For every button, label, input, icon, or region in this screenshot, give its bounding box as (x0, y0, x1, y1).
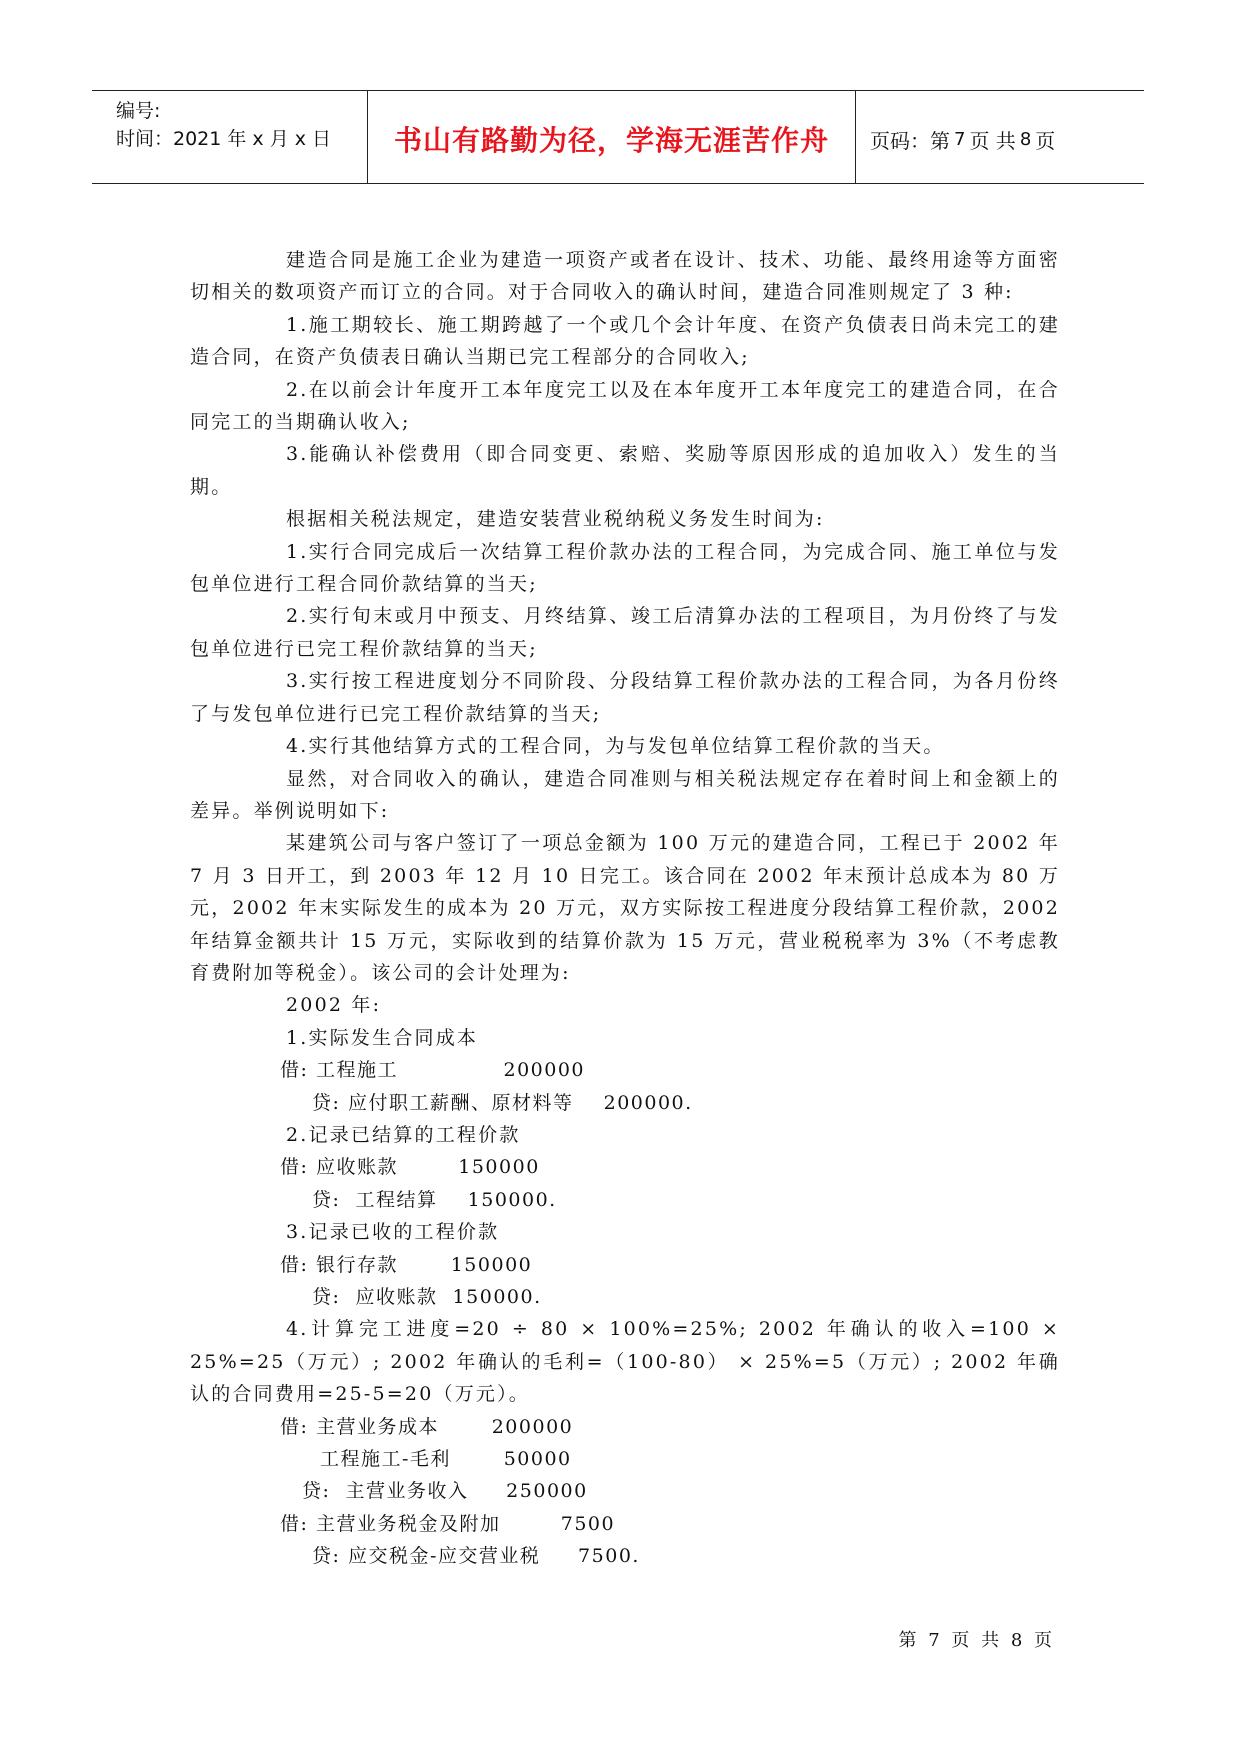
paragraph: 1.实行合同完成后一次结算工程价款办法的工程合同，为完成合同、施工单位与发包单位进行工程合同价款结算的当天; (190, 540, 1060, 596)
step-heading: 1.实际发生合同成本 (286, 1026, 479, 1049)
document-body (190, 244, 1060, 1573)
paragraph: 3.能确认补偿费用（即合同变更、索赔、奖励等原因形成的追加收入）发生的当期。 (190, 443, 1060, 498)
paragraph: 4.实行其他结算方式的工程合同，为与发包单位结算工程价款的当天。 (286, 735, 945, 758)
paragraph: 显然，对合同收入的确认，建造合同准则与相关税法规定存在着时间上和金额上的差异。举例说明如下: (190, 767, 1060, 822)
page-total-number: 8 (1019, 128, 1032, 150)
page-label-suffix: 页 (1035, 128, 1056, 153)
page-label-prefix: 页码：第 (870, 128, 950, 153)
step-heading: 2.记录已结算的工程价款 (286, 1123, 521, 1146)
journal-entry-debit: 借: 主营业务税金及附加 7500 (280, 1512, 616, 1535)
journal-entry-credit: 贷: 应收账款 150000. (312, 1286, 542, 1308)
journal-entry-credit: 贷: 工程结算 150000. (312, 1188, 557, 1211)
journal-entry-debit: 借: 主营业务成本 200000 (280, 1415, 574, 1438)
paragraph: 1.施工期较长、施工期跨越了一个或几个会计年度、在资产负债表日尚未完工的建造合同，在资产负债表日确认当期已完工程部分的合同收入; (190, 313, 1060, 369)
page-header (92, 90, 1144, 184)
page-current-number: 7 (954, 128, 966, 150)
header-meta (92, 91, 368, 183)
paragraph: 建造合同是施工企业为建造一项资产或者在设计、技术、功能、最终用途等方面密切相关的数项资产而订立的合同。对于合同收入的确认时间，建造合同准则规定了 3 种: (190, 249, 1060, 304)
document-time-label: 时间：2021 年 x 月 x 日 (116, 128, 332, 150)
journal-entry-debit: 借: 银行存款 150000 (280, 1253, 533, 1276)
paragraph: 4.计算完工进度=20 ÷ 80 × 100%=25%; 2002 年确认的收入=100 × 25%=25（万元）; 2002 年确认的毛利=（100-80） × 25%=5（万元）; 2002 年确认的合同费用=25-5=20（万元）。 (190, 1318, 1060, 1406)
header-motto: 书山有路勤为径，学海无涯苦作舟 (368, 91, 856, 183)
paragraph: 2.实行旬末或月中预支、月终结算、竣工后清算办法的工程项目，为月份终了与发包单位进行已完工程价款结算的当天; (190, 605, 1060, 660)
journal-entry-credit: 贷: 主营业务收入 250000 (302, 1480, 588, 1503)
journal-entry-credit: 贷: 应付职工薪酬、原材料等 200000. (312, 1091, 693, 1114)
step-heading: 3.记录已收的工程价款 (286, 1221, 500, 1244)
paragraph: 根据相关税法规定，建造安装营业税纳税义务发生时间为: (286, 508, 825, 531)
paragraph: 3.实行按工程进度划分不同阶段、分段结算工程价款办法的工程合同，为各月份终了与发包单位进行已完工程价款结算的当天; (190, 670, 1060, 725)
document-number-label: 编号: (116, 100, 161, 122)
paragraph: 某建筑公司与客户签订了一项总金额为 100 万元的建造合同，工程已于 2002 年 7 月 3 日开工，到 2003 年 12 月 10 日完工。该合同在 2002 年末预计总成本为 80 万元，2002 年末实际发生的成本为 20 万元，双方实际按工程进度分段结算工程价款，2002 年结算金额共计 15 万元，实际收到的结算价款为 15 万元，营业税税率为 3%（不考虑教育费附加等税金）。该公司的会计处理为: (190, 832, 1060, 984)
page-label-middle: 页 共 (969, 128, 1016, 153)
page-footer: 第 7 页 共 8 页 (898, 1630, 1055, 1651)
journal-entry-debit: 借: 应收账款 150000 (280, 1156, 540, 1179)
header-page-info (856, 91, 1144, 183)
journal-entry-debit: 借: 工程施工 200000 (280, 1059, 586, 1082)
journal-entry-credit: 贷: 应交税金-应交营业税 7500. (312, 1545, 640, 1568)
year-heading: 2002 年: (286, 994, 382, 1017)
paragraph: 2.在以前会计年度开工本年度完工以及在本年度开工本年度完工的建造合同，在合同完工的当期确认收入; (190, 378, 1060, 434)
journal-entry-debit: 工程施工-毛利 50000 (320, 1448, 572, 1471)
